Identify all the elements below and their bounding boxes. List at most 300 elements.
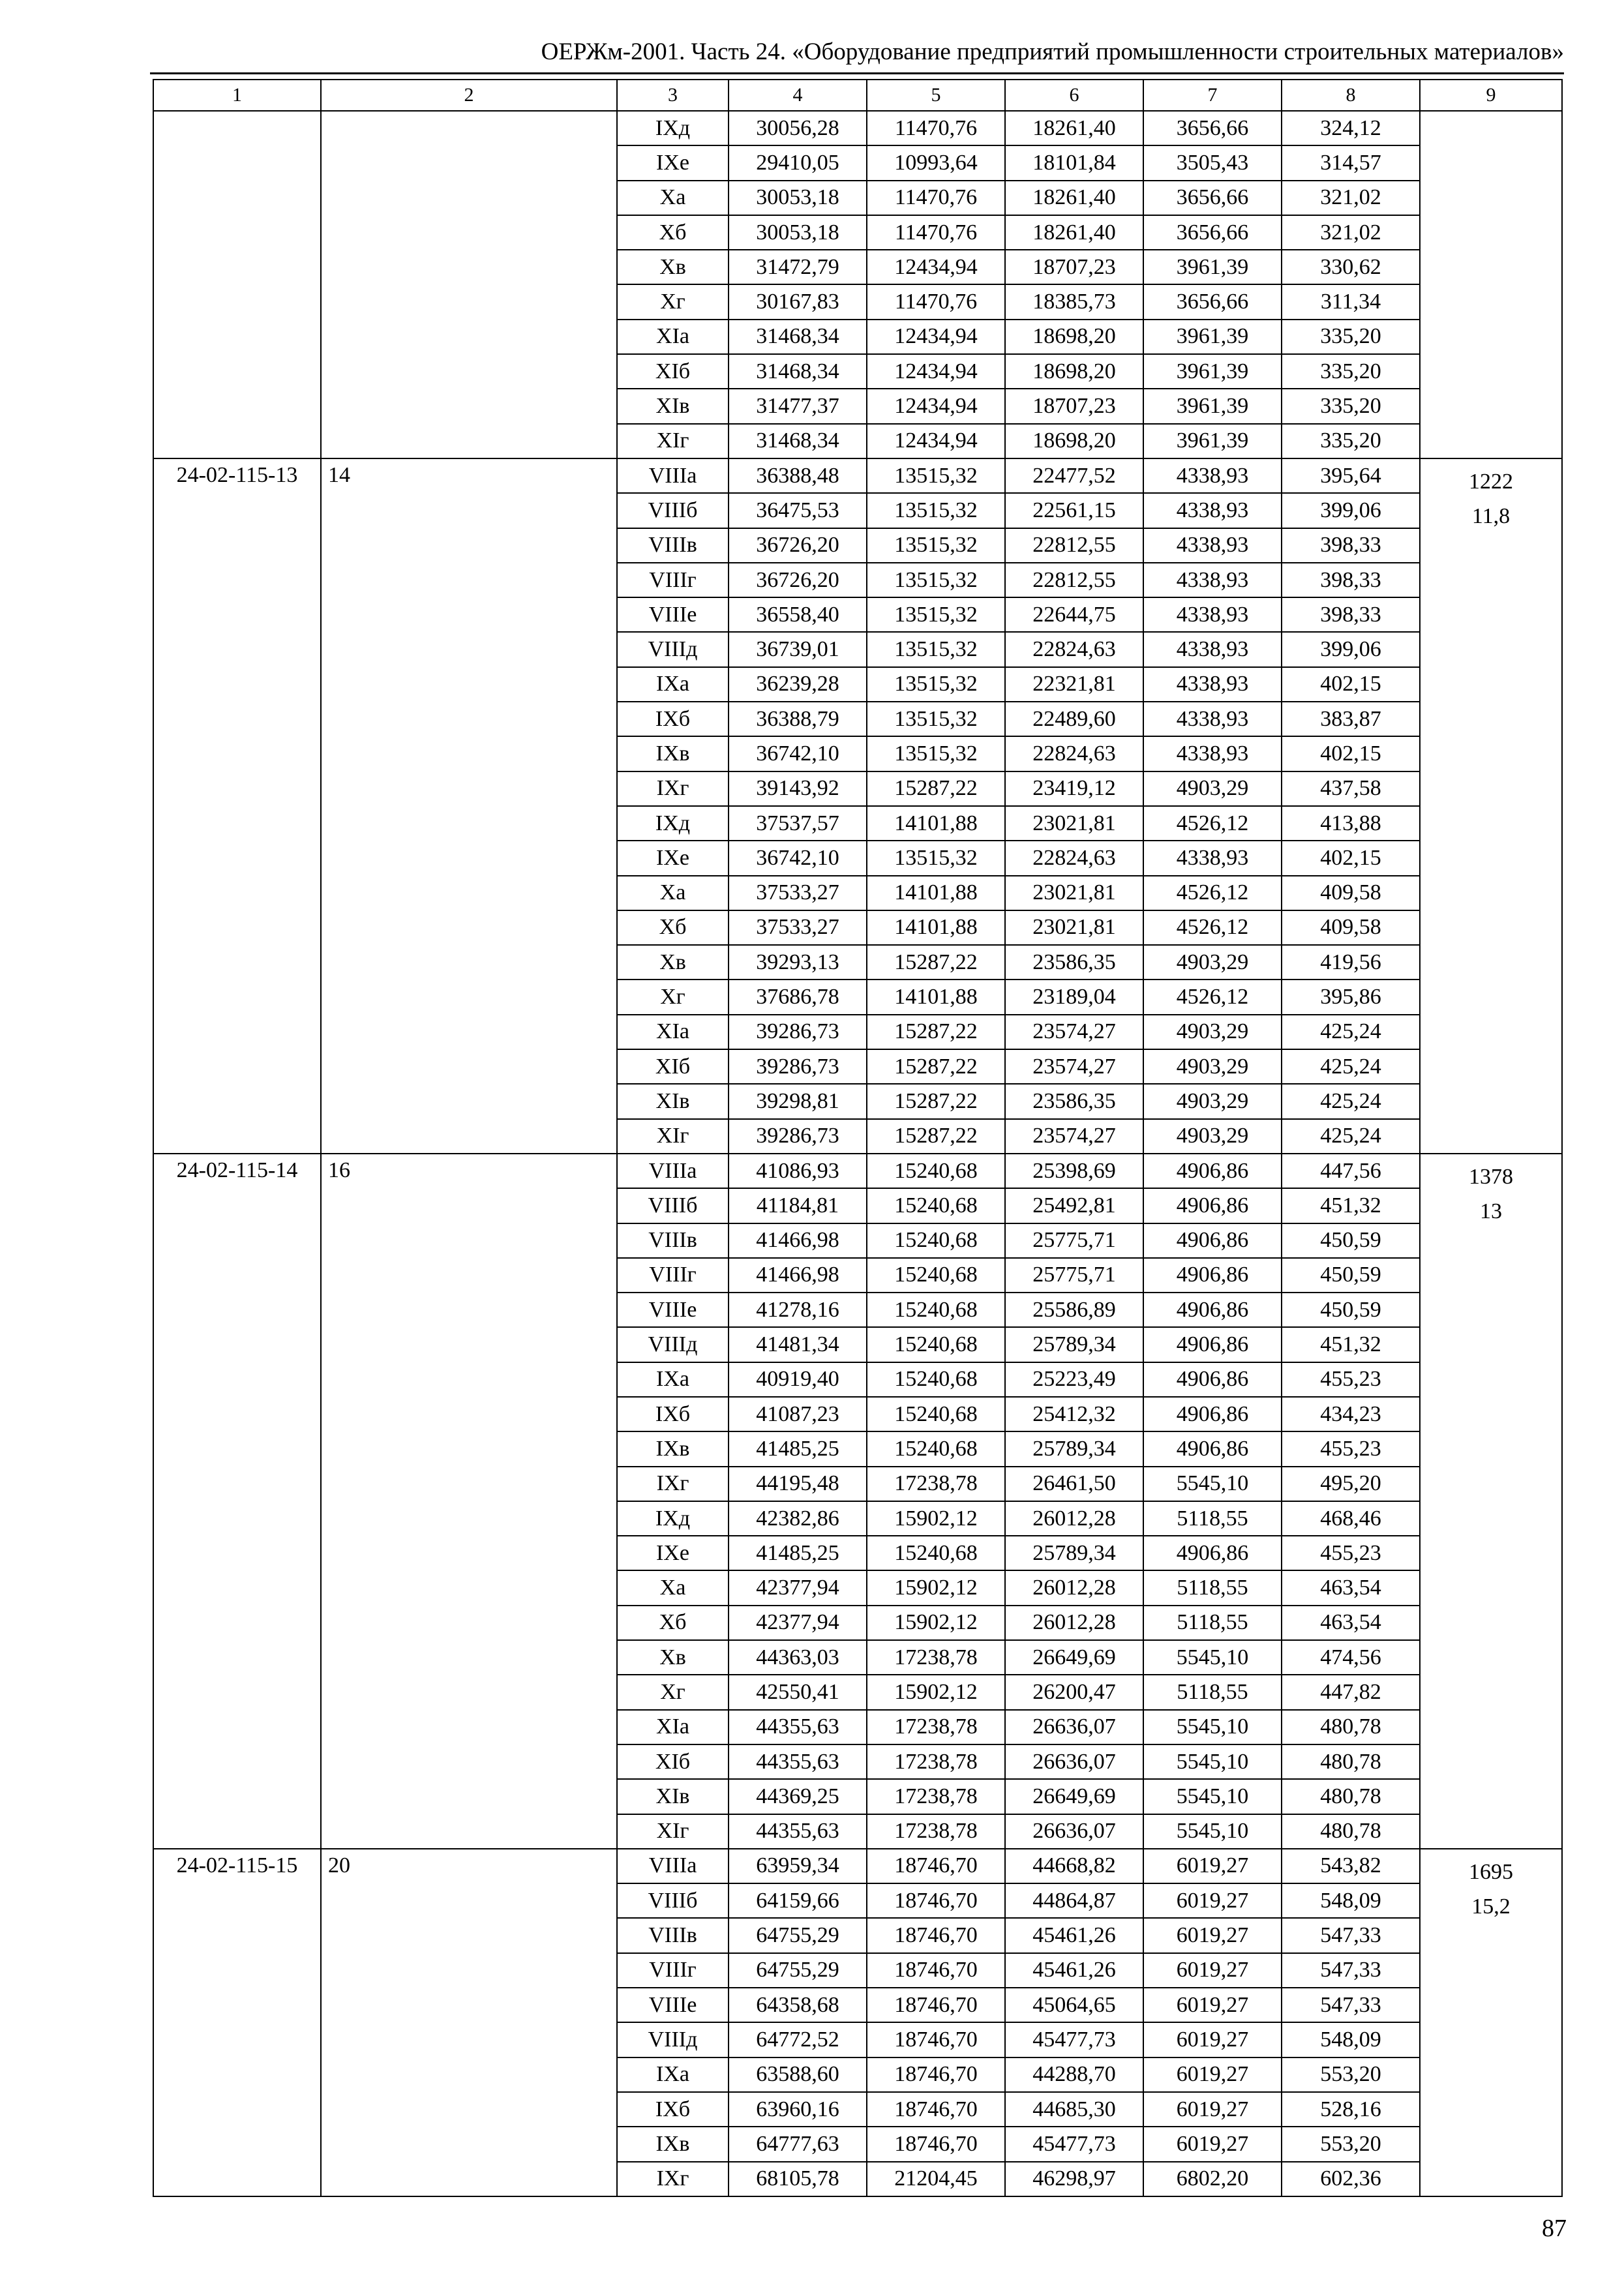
total-cost-cell: 41466,98 xyxy=(729,1258,867,1293)
class-cell: VIIIе xyxy=(617,597,729,632)
machines-cell: 26636,07 xyxy=(1005,1710,1143,1744)
machines-cell: 25223,49 xyxy=(1005,1362,1143,1397)
wages-cell: 10993,64 xyxy=(867,145,1005,180)
class-cell: Xг xyxy=(617,284,729,319)
class-cell: IXе xyxy=(617,145,729,180)
total-cost-cell: 64772,52 xyxy=(729,2022,867,2057)
operator-wages-cell: 6802,20 xyxy=(1143,2162,1282,2196)
wages-cell: 13515,32 xyxy=(867,702,1005,736)
wages-cell: 18746,70 xyxy=(867,2127,1005,2161)
machines-cell: 26012,28 xyxy=(1005,1606,1143,1640)
class-cell: VIIIб xyxy=(617,1188,729,1223)
total-cost-cell: 41184,81 xyxy=(729,1188,867,1223)
wages-cell: 15287,22 xyxy=(867,1049,1005,1084)
operator-wages-cell: 3656,66 xyxy=(1143,181,1282,215)
operator-wages-cell: 3961,39 xyxy=(1143,354,1282,389)
operator-wages-cell: 4338,93 xyxy=(1143,493,1282,528)
operator-wages-cell: 4526,12 xyxy=(1143,876,1282,910)
total-cost-cell: 42377,94 xyxy=(729,1606,867,1640)
wages-cell: 21204,45 xyxy=(867,2162,1005,2196)
machines-cell: 45477,73 xyxy=(1005,2022,1143,2057)
wages-cell: 13515,32 xyxy=(867,597,1005,632)
column-number: 7 xyxy=(1143,80,1282,111)
wages-cell: 12434,94 xyxy=(867,354,1005,389)
operator-wages-cell: 5545,10 xyxy=(1143,1744,1282,1779)
operator-wages-cell: 3656,66 xyxy=(1143,284,1282,319)
operator-wages-cell: 6019,27 xyxy=(1143,1918,1282,1952)
class-cell: Xг xyxy=(617,980,729,1014)
total-cost-cell: 30053,18 xyxy=(729,181,867,215)
capacity-cell: 20 xyxy=(321,1849,617,2196)
operator-wages-cell: 4338,93 xyxy=(1143,597,1282,632)
machines-cell: 22477,52 xyxy=(1005,458,1143,493)
class-cell: VIIIд xyxy=(617,632,729,666)
labor-cost-cell xyxy=(1420,1849,1562,2196)
operator-wages-cell: 4338,93 xyxy=(1143,667,1282,702)
class-cell: XIб xyxy=(617,354,729,389)
operator-wages-cell: 4906,86 xyxy=(1143,1362,1282,1397)
class-cell: IXд xyxy=(617,111,729,145)
class-cell: Xа xyxy=(617,876,729,910)
rate-code-cell: 24-02-115-15 xyxy=(153,1849,321,2196)
wages-cell: 13515,32 xyxy=(867,493,1005,528)
materials-cell: 395,86 xyxy=(1282,980,1420,1014)
machines-cell: 45461,26 xyxy=(1005,1953,1143,1988)
total-cost-cell: 39298,81 xyxy=(729,1084,867,1118)
total-cost-cell: 40919,40 xyxy=(729,1362,867,1397)
materials-cell: 528,16 xyxy=(1282,2092,1420,2127)
operator-wages-cell: 4338,93 xyxy=(1143,528,1282,563)
materials-cell: 402,15 xyxy=(1282,736,1420,771)
materials-cell: 547,33 xyxy=(1282,1918,1420,1952)
materials-cell: 311,34 xyxy=(1282,284,1420,319)
wages-cell: 17238,78 xyxy=(867,1467,1005,1501)
total-cost-cell: 44195,48 xyxy=(729,1467,867,1501)
wages-cell: 15240,68 xyxy=(867,1397,1005,1431)
labor-cost-cell xyxy=(1420,111,1562,458)
materials-cell: 395,64 xyxy=(1282,458,1420,493)
machines-cell: 23586,35 xyxy=(1005,945,1143,980)
rate-code-cell: 24-02-115-13 xyxy=(153,458,321,1154)
wages-cell: 15240,68 xyxy=(867,1223,1005,1258)
materials-cell: 413,88 xyxy=(1282,806,1420,841)
operator-wages-cell: 4526,12 xyxy=(1143,980,1282,1014)
wages-cell: 17238,78 xyxy=(867,1640,1005,1675)
operator-wages-cell: 6019,27 xyxy=(1143,2022,1282,2057)
operator-wages-cell: 4338,93 xyxy=(1143,563,1282,597)
machines-cell: 25398,69 xyxy=(1005,1154,1143,1188)
class-cell: VIIIв xyxy=(617,528,729,563)
operator-wages-cell: 4338,93 xyxy=(1143,458,1282,493)
operator-wages-cell: 5545,10 xyxy=(1143,1467,1282,1501)
wages-cell: 18746,70 xyxy=(867,1883,1005,1918)
materials-cell: 335,20 xyxy=(1282,389,1420,423)
class-cell: IXг xyxy=(617,1467,729,1501)
total-cost-cell: 30167,83 xyxy=(729,284,867,319)
wages-cell: 11470,76 xyxy=(867,111,1005,145)
materials-cell: 425,24 xyxy=(1282,1084,1420,1118)
wages-cell: 15240,68 xyxy=(867,1293,1005,1327)
class-cell: IXб xyxy=(617,1397,729,1431)
class-cell: VIIIв xyxy=(617,1918,729,1952)
column-number: 6 xyxy=(1005,80,1143,111)
class-cell: IXа xyxy=(617,2057,729,2092)
materials-cell: 463,54 xyxy=(1282,1606,1420,1640)
machines-cell: 18698,20 xyxy=(1005,354,1143,389)
class-cell: XIв xyxy=(617,1084,729,1118)
materials-cell: 480,78 xyxy=(1282,1779,1420,1814)
materials-cell: 335,20 xyxy=(1282,424,1420,458)
total-cost-cell: 64358,68 xyxy=(729,1988,867,2022)
materials-cell: 321,02 xyxy=(1282,181,1420,215)
machines-cell: 26649,69 xyxy=(1005,1779,1143,1814)
operator-wages-cell: 3961,39 xyxy=(1143,424,1282,458)
total-cost-cell: 64755,29 xyxy=(729,1918,867,1952)
materials-cell: 383,87 xyxy=(1282,702,1420,736)
total-cost-cell: 36388,79 xyxy=(729,702,867,736)
class-cell: Xв xyxy=(617,945,729,980)
class-cell: XIа xyxy=(617,320,729,354)
materials-cell: 437,58 xyxy=(1282,771,1420,806)
operator-wages-cell: 4906,86 xyxy=(1143,1154,1282,1188)
wages-cell: 14101,88 xyxy=(867,910,1005,945)
machines-cell: 22812,55 xyxy=(1005,563,1143,597)
class-cell: Xб xyxy=(617,910,729,945)
class-cell: VIIIг xyxy=(617,1258,729,1293)
wages-cell: 18746,70 xyxy=(867,1849,1005,1883)
wages-cell: 14101,88 xyxy=(867,806,1005,841)
machines-cell: 22644,75 xyxy=(1005,597,1143,632)
wages-cell: 14101,88 xyxy=(867,876,1005,910)
machines-cell: 18261,40 xyxy=(1005,111,1143,145)
page-number: 87 xyxy=(1542,2215,1567,2242)
materials-cell: 543,82 xyxy=(1282,1849,1420,1883)
total-cost-cell: 31472,79 xyxy=(729,250,867,284)
table-row xyxy=(153,458,1562,493)
machines-cell: 18261,40 xyxy=(1005,181,1143,215)
total-cost-cell: 31468,34 xyxy=(729,354,867,389)
capacity-cell: 16 xyxy=(321,1154,617,1849)
operator-wages-cell: 5545,10 xyxy=(1143,1710,1282,1744)
machines-cell: 23189,04 xyxy=(1005,980,1143,1014)
wages-cell: 15287,22 xyxy=(867,1015,1005,1049)
class-cell: IXв xyxy=(617,2127,729,2161)
wages-cell: 13515,32 xyxy=(867,667,1005,702)
total-cost-cell: 36742,10 xyxy=(729,841,867,875)
materials-cell: 324,12 xyxy=(1282,111,1420,145)
materials-cell: 548,09 xyxy=(1282,1883,1420,1918)
materials-cell: 474,56 xyxy=(1282,1640,1420,1675)
column-number: 3 xyxy=(617,80,729,111)
class-cell: XIб xyxy=(617,1049,729,1084)
total-cost-cell: 64755,29 xyxy=(729,1953,867,1988)
wages-cell: 15240,68 xyxy=(867,1327,1005,1362)
class-cell: XIа xyxy=(617,1710,729,1744)
wages-cell: 12434,94 xyxy=(867,389,1005,423)
labor-cost-cell xyxy=(1420,458,1562,1154)
materials-cell: 547,33 xyxy=(1282,1953,1420,1988)
wages-cell: 15240,68 xyxy=(867,1258,1005,1293)
labor-hours-value: 1378 xyxy=(1469,1164,1513,1189)
wages-cell: 15902,12 xyxy=(867,1501,1005,1536)
materials-cell: 480,78 xyxy=(1282,1814,1420,1849)
operator-wages-cell: 5545,10 xyxy=(1143,1814,1282,1849)
machines-cell: 18707,23 xyxy=(1005,389,1143,423)
operator-wages-cell: 4906,86 xyxy=(1143,1431,1282,1466)
machines-cell: 23419,12 xyxy=(1005,771,1143,806)
materials-cell: 409,58 xyxy=(1282,910,1420,945)
class-cell: VIIIг xyxy=(617,563,729,597)
machines-cell: 22561,15 xyxy=(1005,493,1143,528)
total-cost-cell: 36558,40 xyxy=(729,597,867,632)
wages-cell: 17238,78 xyxy=(867,1744,1005,1779)
wages-cell: 15287,22 xyxy=(867,771,1005,806)
class-cell: Xг xyxy=(617,1675,729,1709)
operator-wages-cell: 5545,10 xyxy=(1143,1779,1282,1814)
class-cell: XIг xyxy=(617,424,729,458)
total-cost-cell: 42377,94 xyxy=(729,1570,867,1605)
wages-cell: 15240,68 xyxy=(867,1431,1005,1466)
materials-cell: 314,57 xyxy=(1282,145,1420,180)
wages-cell: 12434,94 xyxy=(867,320,1005,354)
wages-cell: 15240,68 xyxy=(867,1536,1005,1570)
machines-cell: 18261,40 xyxy=(1005,215,1143,250)
labor-operator-value: 11,8 xyxy=(1471,503,1511,528)
class-cell: VIIIа xyxy=(617,1154,729,1188)
operator-wages-cell: 5118,55 xyxy=(1143,1501,1282,1536)
materials-cell: 455,23 xyxy=(1282,1431,1420,1466)
materials-cell: 409,58 xyxy=(1282,876,1420,910)
materials-cell: 495,20 xyxy=(1282,1467,1420,1501)
total-cost-cell: 30053,18 xyxy=(729,215,867,250)
operator-wages-cell: 5545,10 xyxy=(1143,1640,1282,1675)
table-row xyxy=(153,1849,1562,1883)
machines-cell: 23586,35 xyxy=(1005,1084,1143,1118)
total-cost-cell: 41485,25 xyxy=(729,1536,867,1570)
operator-wages-cell: 4903,29 xyxy=(1143,945,1282,980)
machines-cell: 26200,47 xyxy=(1005,1675,1143,1709)
materials-cell: 548,09 xyxy=(1282,2022,1420,2057)
operator-wages-cell: 4338,93 xyxy=(1143,736,1282,771)
total-cost-cell: 36726,20 xyxy=(729,528,867,563)
operator-wages-cell: 4526,12 xyxy=(1143,806,1282,841)
operator-wages-cell: 4906,86 xyxy=(1143,1397,1282,1431)
materials-cell: 335,20 xyxy=(1282,320,1420,354)
materials-cell: 447,82 xyxy=(1282,1675,1420,1709)
operator-wages-cell: 4903,29 xyxy=(1143,771,1282,806)
wages-cell: 18746,70 xyxy=(867,1953,1005,1988)
machines-cell: 45064,65 xyxy=(1005,1988,1143,2022)
materials-cell: 455,23 xyxy=(1282,1362,1420,1397)
wages-cell: 13515,32 xyxy=(867,458,1005,493)
operator-wages-cell: 4526,12 xyxy=(1143,910,1282,945)
operator-wages-cell: 3505,43 xyxy=(1143,145,1282,180)
total-cost-cell: 44355,63 xyxy=(729,1744,867,1779)
wages-cell: 13515,32 xyxy=(867,528,1005,563)
operator-wages-cell: 4903,29 xyxy=(1143,1049,1282,1084)
machines-cell: 22321,81 xyxy=(1005,667,1143,702)
column-number: 4 xyxy=(729,80,867,111)
machines-cell: 25412,32 xyxy=(1005,1397,1143,1431)
operator-wages-cell: 4903,29 xyxy=(1143,1015,1282,1049)
wages-cell: 13515,32 xyxy=(867,563,1005,597)
wages-cell: 18746,70 xyxy=(867,1918,1005,1952)
materials-cell: 463,54 xyxy=(1282,1570,1420,1605)
machines-cell: 18385,73 xyxy=(1005,284,1143,319)
class-cell: IXд xyxy=(617,1501,729,1536)
total-cost-cell: 39143,92 xyxy=(729,771,867,806)
wages-cell: 17238,78 xyxy=(867,1779,1005,1814)
machines-cell: 25492,81 xyxy=(1005,1188,1143,1223)
total-cost-cell: 39286,73 xyxy=(729,1119,867,1154)
total-cost-cell: 31468,34 xyxy=(729,424,867,458)
operator-wages-cell: 3961,39 xyxy=(1143,250,1282,284)
operator-wages-cell: 4903,29 xyxy=(1143,1119,1282,1154)
machines-cell: 25775,71 xyxy=(1005,1223,1143,1258)
class-cell: XIг xyxy=(617,1814,729,1849)
total-cost-cell: 36742,10 xyxy=(729,736,867,771)
machines-cell: 26636,07 xyxy=(1005,1814,1143,1849)
machines-cell: 46298,97 xyxy=(1005,2162,1143,2196)
class-cell: Xа xyxy=(617,181,729,215)
materials-cell: 450,59 xyxy=(1282,1258,1420,1293)
machines-cell: 23021,81 xyxy=(1005,876,1143,910)
wages-cell: 14101,88 xyxy=(867,980,1005,1014)
class-cell: XIв xyxy=(617,389,729,423)
column-number: 9 xyxy=(1420,80,1562,111)
total-cost-cell: 41278,16 xyxy=(729,1293,867,1327)
wages-cell: 18746,70 xyxy=(867,2022,1005,2057)
class-cell: XIа xyxy=(617,1015,729,1049)
materials-cell: 402,15 xyxy=(1282,841,1420,875)
class-cell: IXг xyxy=(617,2162,729,2196)
labor-hours-value: 1222 xyxy=(1469,469,1513,494)
total-cost-cell: 44355,63 xyxy=(729,1710,867,1744)
capacity-cell: 14 xyxy=(321,458,617,1154)
class-cell: Xб xyxy=(617,215,729,250)
wages-cell: 11470,76 xyxy=(867,215,1005,250)
class-cell: Xб xyxy=(617,1606,729,1640)
machines-cell: 25775,71 xyxy=(1005,1258,1143,1293)
labor-cost-cell xyxy=(1420,1154,1562,1849)
total-cost-cell: 41466,98 xyxy=(729,1223,867,1258)
total-cost-cell: 29410,05 xyxy=(729,145,867,180)
machines-cell: 25789,34 xyxy=(1005,1536,1143,1570)
materials-cell: 398,33 xyxy=(1282,528,1420,563)
operator-wages-cell: 5118,55 xyxy=(1143,1606,1282,1640)
capacity-cell xyxy=(321,111,617,458)
materials-cell: 330,62 xyxy=(1282,250,1420,284)
total-cost-cell: 37686,78 xyxy=(729,980,867,1014)
wages-cell: 15902,12 xyxy=(867,1675,1005,1709)
class-cell: IXд xyxy=(617,806,729,841)
wages-cell: 13515,32 xyxy=(867,841,1005,875)
materials-cell: 450,59 xyxy=(1282,1223,1420,1258)
rates-table xyxy=(153,79,1563,2197)
class-cell: IXв xyxy=(617,1431,729,1466)
labor-hours-value: 1695 xyxy=(1469,1859,1513,1884)
operator-wages-cell: 4906,86 xyxy=(1143,1536,1282,1570)
machines-cell: 44668,82 xyxy=(1005,1849,1143,1883)
machines-cell: 18707,23 xyxy=(1005,250,1143,284)
machines-cell: 23574,27 xyxy=(1005,1119,1143,1154)
header-rule xyxy=(150,72,1564,74)
materials-cell: 419,56 xyxy=(1282,945,1420,980)
total-cost-cell: 36739,01 xyxy=(729,632,867,666)
total-cost-cell: 39293,13 xyxy=(729,945,867,980)
materials-cell: 321,02 xyxy=(1282,215,1420,250)
class-cell: IXа xyxy=(617,1362,729,1397)
class-cell: IXа xyxy=(617,667,729,702)
operator-wages-cell: 4906,86 xyxy=(1143,1327,1282,1362)
wages-cell: 15240,68 xyxy=(867,1188,1005,1223)
total-cost-cell: 63959,34 xyxy=(729,1849,867,1883)
machines-cell: 22489,60 xyxy=(1005,702,1143,736)
operator-wages-cell: 3656,66 xyxy=(1143,111,1282,145)
wages-cell: 15902,12 xyxy=(867,1606,1005,1640)
class-cell: Xв xyxy=(617,250,729,284)
operator-wages-cell: 4338,93 xyxy=(1143,702,1282,736)
class-cell: VIIIд xyxy=(617,1327,729,1362)
materials-cell: 602,36 xyxy=(1282,2162,1420,2196)
operator-wages-cell: 4338,93 xyxy=(1143,632,1282,666)
materials-cell: 451,32 xyxy=(1282,1327,1420,1362)
machines-cell: 22824,63 xyxy=(1005,632,1143,666)
materials-cell: 450,59 xyxy=(1282,1293,1420,1327)
materials-cell: 398,33 xyxy=(1282,563,1420,597)
total-cost-cell: 39286,73 xyxy=(729,1015,867,1049)
rates-table-body xyxy=(153,80,1562,2196)
total-cost-cell: 63960,16 xyxy=(729,2092,867,2127)
class-cell: IXб xyxy=(617,702,729,736)
materials-cell: 335,20 xyxy=(1282,354,1420,389)
class-cell: VIIIа xyxy=(617,1849,729,1883)
operator-wages-cell: 6019,27 xyxy=(1143,2127,1282,2161)
class-cell: IXв xyxy=(617,736,729,771)
machines-cell: 22824,63 xyxy=(1005,841,1143,875)
machines-cell: 44864,87 xyxy=(1005,1883,1143,1918)
materials-cell: 425,24 xyxy=(1282,1049,1420,1084)
column-number-row xyxy=(153,80,1562,111)
wages-cell: 17238,78 xyxy=(867,1814,1005,1849)
class-cell: IXб xyxy=(617,2092,729,2127)
total-cost-cell: 31477,37 xyxy=(729,389,867,423)
materials-cell: 468,46 xyxy=(1282,1501,1420,1536)
table-row xyxy=(153,1154,1562,1188)
materials-cell: 553,20 xyxy=(1282,2057,1420,2092)
materials-cell: 480,78 xyxy=(1282,1710,1420,1744)
materials-cell: 399,06 xyxy=(1282,632,1420,666)
wages-cell: 11470,76 xyxy=(867,284,1005,319)
machines-cell: 22812,55 xyxy=(1005,528,1143,563)
class-cell: Xа xyxy=(617,1570,729,1605)
materials-cell: 402,15 xyxy=(1282,667,1420,702)
column-number: 5 xyxy=(867,80,1005,111)
class-cell: VIIIд xyxy=(617,2022,729,2057)
materials-cell: 480,78 xyxy=(1282,1744,1420,1779)
machines-cell: 26461,50 xyxy=(1005,1467,1143,1501)
operator-wages-cell: 6019,27 xyxy=(1143,1988,1282,2022)
total-cost-cell: 37537,57 xyxy=(729,806,867,841)
class-cell: VIIIб xyxy=(617,493,729,528)
total-cost-cell: 41481,34 xyxy=(729,1327,867,1362)
materials-cell: 451,32 xyxy=(1282,1188,1420,1223)
operator-wages-cell: 4903,29 xyxy=(1143,1084,1282,1118)
total-cost-cell: 44369,25 xyxy=(729,1779,867,1814)
materials-cell: 455,23 xyxy=(1282,1536,1420,1570)
machines-cell: 23574,27 xyxy=(1005,1049,1143,1084)
class-cell: VIIIб xyxy=(617,1883,729,1918)
